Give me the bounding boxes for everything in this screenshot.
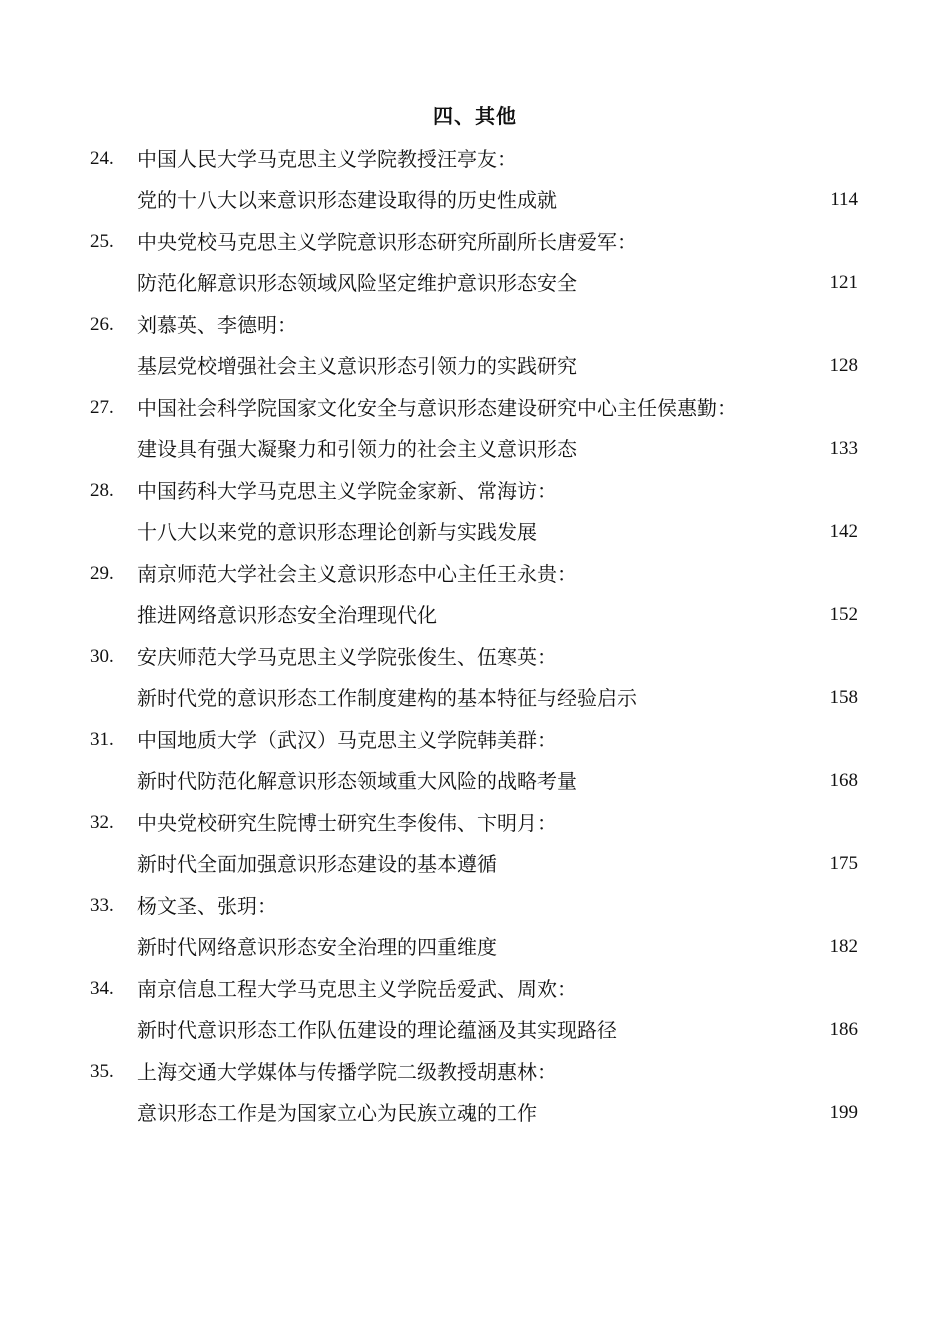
toc-entry-author: 中央党校马克思主义学院意识形态研究所副所长唐爱军：: [137, 230, 637, 254]
toc-entry-number: 26.: [90, 314, 114, 335]
toc-entry: [0, 808, 950, 891]
toc-entry-author: 中国社会科学院国家文化安全与意识形态建设研究中心主任侯惠勤：: [137, 396, 737, 420]
toc-entry-page: 186: [829, 1019, 858, 1040]
toc-entry-author-row: [0, 144, 950, 174]
toc-entry-number: 28.: [90, 480, 114, 501]
toc-entry-number: 25.: [90, 231, 114, 252]
toc-entry-title-row: [0, 932, 950, 962]
toc-entry-author-row: [0, 642, 950, 672]
toc-entry-author-row: [0, 310, 950, 340]
toc-entry-number: 24.: [90, 148, 114, 169]
toc-entry-author-row: [0, 891, 950, 921]
toc-entry-title-row: [0, 517, 950, 547]
toc-entry-author: 中央党校研究生院博士研究生李俊伟、卞明月：: [137, 811, 557, 835]
toc-entry-title-row: [0, 600, 950, 630]
toc-entry-author: 南京信息工程大学马克思主义学院岳爱武、周欢：: [137, 977, 577, 1001]
toc-entry: [0, 393, 950, 476]
toc-entry: [0, 559, 950, 642]
toc-entry-title-row: [0, 185, 950, 215]
toc-entry-title-row: [0, 268, 950, 298]
toc-entry-title: 新时代意识形态工作队伍建设的理论蕴涵及其实现路径: [137, 1018, 617, 1042]
toc-entry-author: 安庆师范大学马克思主义学院张俊生、伍寒英：: [137, 645, 557, 669]
toc-entry-page: 168: [829, 770, 858, 791]
toc-entry-title: 新时代全面加强意识形态建设的基本遵循: [137, 852, 497, 876]
toc-entry-author-row: [0, 393, 950, 423]
toc-entry-page: 182: [829, 936, 858, 957]
toc-entry-author-row: [0, 559, 950, 589]
toc-entry-title: 建设具有强大凝聚力和引领力的社会主义意识形态: [137, 437, 577, 461]
toc-entry-title-row: [0, 849, 950, 879]
toc-entry-author: 中国人民大学马克思主义学院教授汪亭友：: [137, 147, 517, 171]
toc-entry-page: 152: [829, 604, 858, 625]
toc-entry-page: 133: [829, 438, 858, 459]
toc-entry: [0, 974, 950, 1057]
toc-entry: [0, 725, 950, 808]
toc-entry-number: 32.: [90, 812, 114, 833]
toc-entry-title: 防范化解意识形态领域风险坚定维护意识形态安全: [137, 271, 577, 295]
toc-entry-page: 158: [829, 687, 858, 708]
toc-entry-title: 意识形态工作是为国家立心为民族立魂的工作: [137, 1101, 537, 1125]
table-of-contents: [0, 144, 950, 1140]
toc-entry-page: 199: [829, 1102, 858, 1123]
toc-entry: [0, 476, 950, 559]
toc-entry-page: 142: [829, 521, 858, 542]
toc-entry-author-row: [0, 227, 950, 257]
toc-entry-number: 30.: [90, 646, 114, 667]
toc-entry: [0, 310, 950, 393]
toc-entry-author: 南京师范大学社会主义意识形态中心主任王永贵：: [137, 562, 577, 586]
toc-entry-author: 杨文圣、张玥：: [137, 894, 277, 918]
toc-entry-author: 中国药科大学马克思主义学院金家新、常海访：: [137, 479, 557, 503]
toc-entry-author-row: [0, 974, 950, 1004]
toc-entry-page: 175: [829, 853, 858, 874]
toc-entry-author-row: [0, 808, 950, 838]
toc-entry-title-row: [0, 434, 950, 464]
toc-entry: [0, 891, 950, 974]
toc-entry-author-row: [0, 725, 950, 755]
toc-entry-number: 31.: [90, 729, 114, 750]
section-title: 四、其他: [433, 104, 517, 128]
toc-entry-title: 十八大以来党的意识形态理论创新与实践发展: [137, 520, 537, 544]
toc-entry-author: 中国地质大学（武汉）马克思主义学院韩美群：: [137, 728, 557, 752]
toc-entry-title: 新时代防范化解意识形态领域重大风险的战略考量: [137, 769, 577, 793]
toc-entry-title-row: [0, 351, 950, 381]
toc-entry-page: 121: [829, 272, 858, 293]
toc-entry: [0, 144, 950, 227]
toc-entry-number: 27.: [90, 397, 114, 418]
toc-entry-number: 33.: [90, 895, 114, 916]
toc-entry-number: 34.: [90, 978, 114, 999]
toc-entry-title: 新时代党的意识形态工作制度建构的基本特征与经验启示: [137, 686, 637, 710]
toc-entry-title-row: [0, 1015, 950, 1045]
toc-entry-title-row: [0, 1098, 950, 1128]
toc-entry: [0, 642, 950, 725]
toc-entry-title-row: [0, 683, 950, 713]
toc-entry-author-row: [0, 1057, 950, 1087]
toc-entry-author: 上海交通大学媒体与传播学院二级教授胡惠林：: [137, 1060, 557, 1084]
toc-entry-title: 新时代网络意识形态安全治理的四重维度: [137, 935, 497, 959]
toc-entry-page: 114: [830, 189, 858, 210]
toc-entry-title: 党的十八大以来意识形态建设取得的历史性成就: [137, 188, 557, 212]
toc-entry-author: 刘慕英、李德明：: [137, 313, 297, 337]
toc-entry: [0, 1057, 950, 1140]
toc-entry-number: 29.: [90, 563, 114, 584]
toc-entry-title: 推进网络意识形态安全治理现代化: [137, 603, 437, 627]
toc-entry-number: 35.: [90, 1061, 114, 1082]
toc-entry-author-row: [0, 476, 950, 506]
toc-entry-page: 128: [829, 355, 858, 376]
toc-entry-title-row: [0, 766, 950, 796]
toc-entry-title: 基层党校增强社会主义意识形态引领力的实践研究: [137, 354, 577, 378]
toc-entry: [0, 227, 950, 310]
